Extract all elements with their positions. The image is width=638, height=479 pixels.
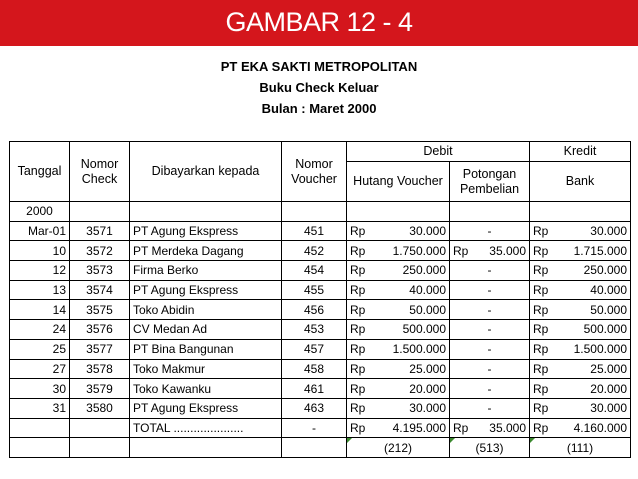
ref-hutang: (212)	[347, 438, 450, 458]
amount: -	[487, 283, 492, 298]
row-bank	[530, 241, 631, 261]
amount: 20.000	[409, 381, 446, 396]
row-potongan	[450, 261, 530, 281]
amount: -	[487, 401, 492, 416]
amount: -	[487, 361, 492, 376]
empty-cell	[130, 202, 282, 222]
table-row	[10, 221, 631, 241]
row-tanggal: 13	[10, 280, 70, 300]
row-tanggal: 12	[10, 261, 70, 281]
total-row	[10, 418, 631, 438]
currency: Rp	[533, 322, 549, 337]
total-bank	[530, 418, 631, 438]
row-hutang	[347, 379, 450, 399]
row-hutang	[347, 300, 450, 320]
row-payee: PT Agung Ekspress	[130, 280, 282, 300]
currency: Rp	[350, 243, 366, 258]
empty-cell	[530, 202, 631, 222]
amount: 50.000	[590, 302, 627, 317]
row-potongan	[450, 359, 530, 379]
row-check: 3578	[70, 359, 130, 379]
row-tanggal: 25	[10, 339, 70, 359]
col-kredit: Kredit	[530, 142, 631, 162]
row-hutang	[347, 398, 450, 418]
row-potongan	[450, 339, 530, 359]
currency: Rp	[533, 381, 549, 396]
row-tanggal: 14	[10, 300, 70, 320]
row-payee: PT Agung Ekspress	[130, 221, 282, 241]
amount: 4.160.000	[573, 420, 627, 435]
currency: Rp	[533, 361, 549, 376]
empty-cell	[10, 438, 70, 458]
empty-cell	[282, 202, 347, 222]
ref-potongan: (513)	[450, 438, 530, 458]
empty-cell	[70, 202, 130, 222]
row-hutang	[347, 241, 450, 261]
empty-cell	[282, 438, 347, 458]
currency: Rp	[350, 263, 366, 278]
currency: Rp	[533, 224, 549, 239]
empty-cell	[10, 418, 70, 438]
amount: 35.000	[489, 243, 526, 258]
total-label: TOTAL .....................	[130, 418, 282, 438]
row-bank	[530, 280, 631, 300]
currency: Rp	[350, 322, 366, 337]
empty-cell	[450, 202, 530, 222]
book-title: Buku Check Keluar	[259, 80, 379, 95]
row-check: 3571	[70, 221, 130, 241]
row-potongan	[450, 398, 530, 418]
col-tanggal: Tanggal	[10, 142, 70, 202]
total-hutang	[347, 418, 450, 438]
amount: 1.500.000	[573, 342, 627, 357]
row-potongan	[450, 241, 530, 261]
title-banner	[0, 0, 638, 46]
row-check: 3574	[70, 280, 130, 300]
col-bank: Bank	[530, 162, 631, 202]
year-row	[10, 202, 631, 222]
row-payee: CV Medan Ad	[130, 320, 282, 340]
row-payee: Toko Abidin	[130, 300, 282, 320]
amount: 250.000	[583, 263, 627, 278]
row-payee: Firma Berko	[130, 261, 282, 281]
row-hutang	[347, 339, 450, 359]
empty-cell	[347, 202, 450, 222]
amount: 35.000	[489, 420, 526, 435]
amount: 20.000	[590, 381, 627, 396]
empty-cell	[130, 438, 282, 458]
total-potongan	[450, 418, 530, 438]
currency: Rp	[533, 342, 549, 357]
table-row	[10, 379, 631, 399]
row-voucher: 454	[282, 261, 347, 281]
row-hutang	[347, 261, 450, 281]
row-check: 3577	[70, 339, 130, 359]
col-nomor-check: Nomor Check	[70, 142, 130, 202]
currency: Rp	[533, 263, 549, 278]
amount: -	[487, 302, 492, 317]
row-voucher: 458	[282, 359, 347, 379]
amount: 40.000	[590, 283, 627, 298]
account-ref-row	[10, 438, 631, 458]
row-payee: Toko Makmur	[130, 359, 282, 379]
empty-cell	[70, 418, 130, 438]
amount: 30.000	[590, 401, 627, 416]
col-hutang-voucher: Hutang Voucher	[347, 162, 450, 202]
row-tanggal: 10	[10, 241, 70, 261]
row-bank	[530, 339, 631, 359]
table-row	[10, 320, 631, 340]
row-potongan	[450, 320, 530, 340]
currency: Rp	[350, 342, 366, 357]
banner-title: GAMBAR 12 - 4	[225, 7, 413, 37]
table-row	[10, 339, 631, 359]
amount: 250.000	[402, 263, 446, 278]
amount: -	[487, 381, 492, 396]
col-debit: Debit	[347, 142, 530, 162]
currency: Rp	[453, 243, 469, 258]
col-dibayarkan: Dibayarkan kepada	[130, 142, 282, 202]
row-bank	[530, 398, 631, 418]
row-check: 3580	[70, 398, 130, 418]
amount: 50.000	[409, 302, 446, 317]
amount: -	[487, 322, 492, 337]
currency: Rp	[350, 381, 366, 396]
currency: Rp	[533, 302, 549, 317]
company-name: PT EKA SAKTI METROPOLITAN	[220, 59, 418, 74]
row-voucher: 453	[282, 320, 347, 340]
row-potongan	[450, 379, 530, 399]
ref-bank: (111)	[530, 438, 631, 458]
row-hutang	[347, 221, 450, 241]
row-potongan	[450, 221, 530, 241]
amount: 25.000	[590, 361, 627, 376]
amount: 30.000	[409, 224, 446, 239]
row-potongan	[450, 300, 530, 320]
row-voucher: 452	[282, 241, 347, 261]
amount: 1.715.000	[573, 243, 627, 258]
row-voucher: 457	[282, 339, 347, 359]
amount: 500.000	[583, 322, 627, 337]
table-row	[10, 359, 631, 379]
col-nomor-voucher: Nomor Voucher	[282, 142, 347, 202]
year-cell: 2000	[10, 202, 70, 222]
table-row	[10, 300, 631, 320]
row-payee: PT Bina Bangunan	[130, 339, 282, 359]
row-check: 3579	[70, 379, 130, 399]
table-row	[10, 241, 631, 261]
row-voucher: 455	[282, 280, 347, 300]
row-voucher: 456	[282, 300, 347, 320]
amount: 40.000	[409, 283, 446, 298]
empty-cell	[70, 438, 130, 458]
check-register-table	[9, 141, 631, 458]
row-potongan	[450, 280, 530, 300]
row-tanggal: 31	[10, 398, 70, 418]
row-voucher: 463	[282, 398, 347, 418]
table-row	[10, 261, 631, 281]
amount: 25.000	[409, 361, 446, 376]
row-tanggal: Mar-01	[10, 221, 70, 241]
period-label: Bulan : Maret 2000	[261, 101, 377, 116]
table-row	[10, 280, 631, 300]
row-tanggal: 27	[10, 359, 70, 379]
currency: Rp	[533, 243, 549, 258]
col-potongan-pembelian: Potongan Pembelian	[450, 162, 530, 202]
row-tanggal: 24	[10, 320, 70, 340]
amount: 1.500.000	[392, 342, 446, 357]
row-bank	[530, 221, 631, 241]
row-check: 3575	[70, 300, 130, 320]
table-row	[10, 398, 631, 418]
row-bank	[530, 300, 631, 320]
row-bank	[530, 261, 631, 281]
amount: 30.000	[590, 224, 627, 239]
row-voucher: 451	[282, 221, 347, 241]
row-hutang	[347, 359, 450, 379]
currency: Rp	[350, 401, 366, 416]
row-bank	[530, 359, 631, 379]
row-bank	[530, 379, 631, 399]
row-tanggal: 30	[10, 379, 70, 399]
amount: 30.000	[409, 401, 446, 416]
currency: Rp	[350, 361, 366, 376]
currency: Rp	[350, 420, 366, 435]
row-voucher: 461	[282, 379, 347, 399]
currency: Rp	[533, 283, 549, 298]
amount: -	[487, 342, 492, 357]
currency: Rp	[350, 224, 366, 239]
row-hutang	[347, 320, 450, 340]
amount: 500.000	[402, 322, 446, 337]
row-bank	[530, 320, 631, 340]
row-payee: PT Agung Ekspress	[130, 398, 282, 418]
currency: Rp	[533, 420, 549, 435]
amount: 1.750.000	[392, 243, 446, 258]
row-check: 3572	[70, 241, 130, 261]
row-check: 3576	[70, 320, 130, 340]
amount: -	[487, 224, 492, 239]
total-voucher: -	[282, 418, 347, 438]
currency: Rp	[350, 302, 366, 317]
amount: 4.195.000	[392, 420, 446, 435]
row-payee: Toko Kawanku	[130, 379, 282, 399]
currency: Rp	[533, 401, 549, 416]
row-payee: PT Merdeka Dagang	[130, 241, 282, 261]
amount: -	[487, 263, 492, 278]
currency: Rp	[350, 283, 366, 298]
row-hutang	[347, 280, 450, 300]
currency: Rp	[453, 420, 469, 435]
ledger-body	[10, 202, 631, 419]
row-check: 3573	[70, 261, 130, 281]
